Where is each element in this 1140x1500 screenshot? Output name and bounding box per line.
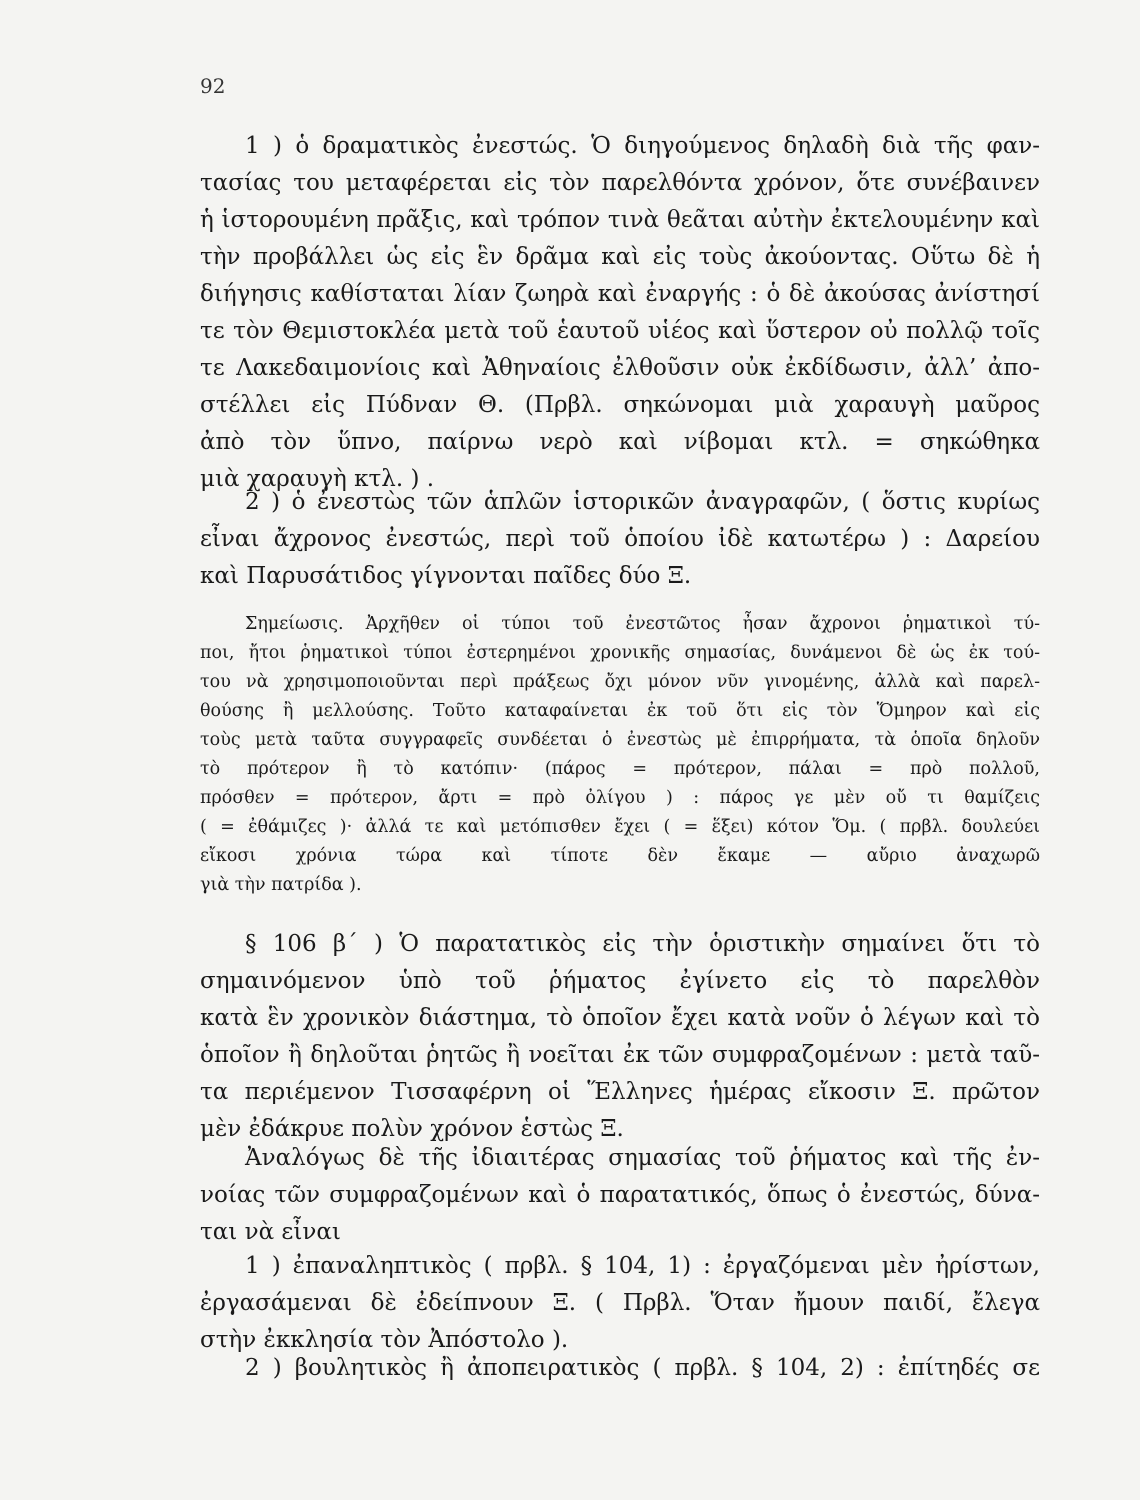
note-line: γιὰ τὴν πατρίδα ). bbox=[200, 875, 362, 895]
note-line: ( = ἐθάμιζες )· ἀλλά τε καὶ μετόπισθεν ἔχει ( = ἕξει) κότον Ὅμ. ( πρβλ. δουλεύει bbox=[200, 817, 1040, 837]
text-line: στέλλει εἰς Πύδναν Θ. (Πρβλ. σηκώνομαι μιὰ χαραυγὴ μαῦρος bbox=[200, 392, 1040, 418]
page-number: 92 bbox=[200, 74, 226, 98]
text-line: ὁποῖον ἢ δηλοῦται ῥητῶς ἢ νοεῖται ἐκ τῶν συμφραζομένων : μετὰ ταῦ- bbox=[200, 1042, 1040, 1068]
text-line: κατὰ ἓν χρονικὸν διάστημα, τὸ ὁποῖον ἔχει κατὰ νοῦν ὁ λέγων καὶ τὸ bbox=[200, 1005, 1040, 1031]
paragraph-conative bbox=[200, 1350, 1040, 1387]
text-line: τα περιέμενον Τισσαφέρνη οἱ Ἕλληνες ἡμέρας εἴκοσιν Ξ. πρῶτον bbox=[200, 1079, 1040, 1105]
note-semeiosis bbox=[200, 610, 1040, 900]
paragraph-iterative bbox=[200, 1248, 1040, 1359]
text-line: τε τὸν Θεμιστοκλέα μετὰ τοῦ ἑαυτοῦ υἱέος καὶ ὕστερον οὐ πολλῷ τοῖς bbox=[200, 318, 1040, 344]
text-line: διήγησις καθίσταται λίαν ζωηρὰ καὶ ἐναργής : ὁ δὲ ἀκούσας ἀνίστησί bbox=[200, 281, 1040, 307]
text-line: τὴν προβάλλει ὡς εἰς ἓν δρᾶμα καὶ εἰς τοὺς ἀκούοντας. Οὕτω δὲ ἡ bbox=[200, 244, 1040, 270]
note-line: Σημείωσις. Ἀρχῆθεν οἱ τύποι τοῦ ἐνεστῶτος ἦσαν ἄχρονοι ῥηματικοὶ τύ- bbox=[245, 614, 1040, 634]
paragraph-analogous bbox=[200, 1140, 1040, 1251]
text-line: 1 ) ἐπαναληπτικὸς ( πρβλ. § 104, 1) : ἐργαζόμεναι μὲν ἠρίστων, bbox=[245, 1253, 1040, 1279]
text-line: 1 ) ὁ δραματικὸς ἐνεστώς. Ὁ διηγούμενος δηλαδὴ διὰ τῆς φαν- bbox=[245, 133, 1040, 159]
text-line: τασίας του μεταφέρεται εἰς τὸν παρελθόντα χρόνον, ὅτε συνέβαινεν bbox=[200, 170, 1040, 196]
text-line: 2 ) βουλητικὸς ἢ ἀποπειρατικὸς ( πρβλ. § 104, 2) : ἐπίτηδές σε bbox=[245, 1355, 1040, 1381]
paragraph-historical-present bbox=[200, 484, 1040, 595]
text-line: ται νὰ εἶναι bbox=[200, 1219, 341, 1245]
text-line: μὲν ἐδάκρυε πολὺν χρόνον ἑστὼς Ξ. bbox=[200, 1116, 624, 1142]
section-106-imperfect bbox=[200, 926, 1040, 1148]
paragraph-dramatic-present bbox=[200, 128, 1040, 498]
text-line: ἐργασάμεναι δὲ ἐδείπνουν Ξ. ( Πρβλ. Ὅταν ἤμουν παιδί, ἔλεγα bbox=[200, 1290, 1040, 1316]
note-line: πρόσθεν = πρότερον, ἄρτι = πρὸ ὀλίγου ) : πάρος γε μὲν οὔ τι θαμίζεις bbox=[200, 788, 1040, 808]
text-line: ἡ ἱστορουμένη πρᾶξις, καὶ τρόπον τινὰ θεᾶται αὐτὴν ἐκτελουμένην καὶ bbox=[200, 207, 1040, 233]
text-line: σημαινόμενον ὑπὸ τοῦ ῥήματος ἐγίνετο εἰς τὸ παρελθὸν bbox=[200, 968, 1040, 994]
note-line: ποι, ἤτοι ῥηματικοὶ τύποι ἐστερημένοι χρονικῆς σημασίας, δυνάμενοι δὲ ὡς ἐκ τού- bbox=[200, 643, 1040, 663]
section-heading-line: § 106 β΄ ) Ὁ παρατατικὸς εἰς τὴν ὁριστικὴν σημαίνει ὅτι τὸ bbox=[245, 931, 1040, 957]
text-line: νοίας τῶν συμφραζομένων καὶ ὁ παρατατικός, ὅπως ὁ ἐνεστώς, δύνα- bbox=[200, 1182, 1040, 1208]
text-line: μιὰ χαραυγὴ κτλ. ) . bbox=[200, 466, 435, 492]
note-line: θούσης ἢ μελλούσης. Τοῦτο καταφαίνεται ἐκ τοῦ ὅτι εἰς τὸν Ὅμηρον καὶ εἰς bbox=[200, 701, 1040, 721]
text-line: στὴν ἐκκλησία τὸν Ἀπόστολο ). bbox=[200, 1327, 569, 1353]
note-line: τοὺς μετὰ ταῦτα συγγραφεῖς συνδέεται ὁ ἐνεστὼς μὲ ἐπιρρήματα, τὰ ὁποῖα δηλοῦν bbox=[200, 730, 1040, 750]
text-line: τε Λακεδαιμονίοις καὶ Ἀθηναίοις ἐλθοῦσιν οὐκ ἐκδίδωσιν, ἀλλ’ ἀπο- bbox=[200, 355, 1040, 381]
note-line: του νὰ χρησιμοποιοῦνται περὶ πράξεως ὄχι μόνον νῦν γινομένης, ἀλλὰ καὶ παρελ- bbox=[200, 672, 1040, 692]
text-line: ἀπὸ τὸν ὕπνο, παίρνω νερὸ καὶ νίβομαι κτλ. = σηκώθηκα bbox=[200, 429, 1040, 455]
text-line: 2 ) ὁ ἐνεστὼς τῶν ἁπλῶν ἱστορικῶν ἀναγραφῶν, ( ὅστις κυρίως bbox=[245, 489, 1040, 515]
text-line: εἶναι ἄχρονος ἐνεστώς, περὶ τοῦ ὁποίου ἰδὲ κατωτέρω ) : Δαρείου bbox=[200, 526, 1040, 552]
text-line: Ἀναλόγως δὲ τῆς ἰδιαιτέρας σημασίας τοῦ ῥήματος καὶ τῆς ἐν- bbox=[245, 1145, 1040, 1171]
note-line: τὸ πρότερον ἢ τὸ κατόπιν· (πάρος = πρότερον, πάλαι = πρὸ πολλοῦ, bbox=[200, 759, 1040, 779]
text-line: καὶ Παρυσάτιδος γίγνονται παῖδες δύο Ξ. bbox=[200, 563, 692, 589]
note-line: εἴκοσι χρόνια τώρα καὶ τίποτε δὲν ἔκαμε — αὔριο ἀναχωρῶ bbox=[200, 846, 1040, 866]
